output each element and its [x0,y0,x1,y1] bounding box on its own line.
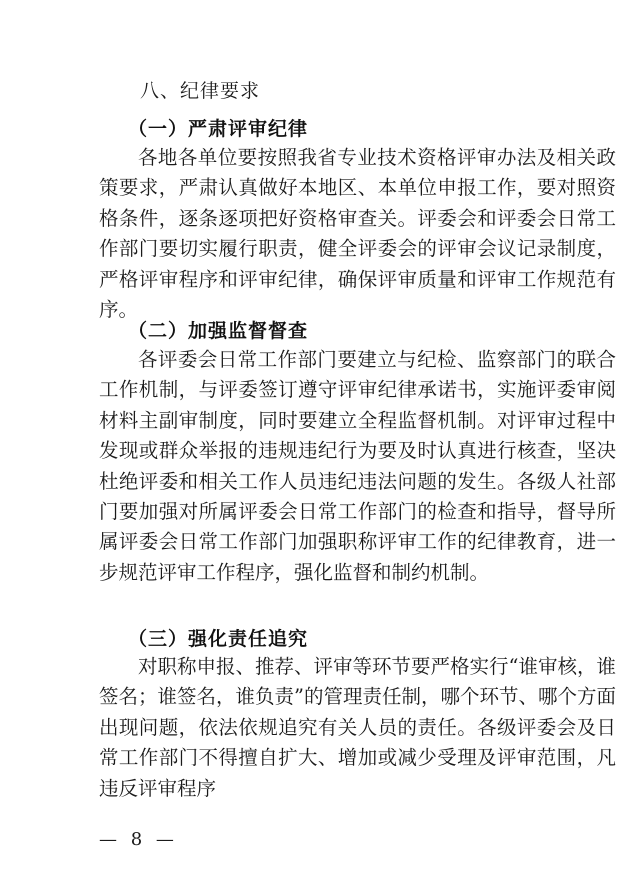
subsection-heading-2: （二）加强监督督查 [128,320,309,342]
subsection-body-2: 各评委会日常工作部门要建立与纪检、监察部门的联合工作机制，与评委签订遵守评审纪律承诺书，实施评委审阅材料主副审制度，同时要建立全程监督机制。对评审过程中发现或群众举报的违规违纪行为要及时认真进行核查，坚决杜绝评委和相关工作人员违纪违法问题的发生。各级人社部门要加强对所属评委会日常工作部门的检查和指导，督导所属评委会日常工作部门加强职称评审工作的纪律教育，进一步规范评审工作程序，强化监督和制约机制。 [99,348,616,584]
subsection-body-1: 各地各单位要按照我省专业技术资格评审办法及相关政策要求，严肃认真做好本地区、本单位申报工作，要对照资格条件，逐条逐项把好资格审查关。评委会和评委会日常工作部门要切实履行职责，健全评委会的评审会议记录制度，严格评审程序和评审纪律，确保评审质量和评审工作规范有序。 [99,146,616,322]
section-title: 八、纪律要求 [140,80,261,102]
subsection-body-3: 对职称申报、推荐、评审等环节要严格实行“谁审核，谁签名；谁签名，谁负责”的管理责任制，哪个环节、哪个方面出现问题，依法依规追究有关人员的责任。各级评委会及日常工作部门不得擅自扩大、增加或减少受理及评审范围，凡违反评审程序 [99,655,616,800]
subsection-heading-3: （三）强化责任追究 [128,628,309,650]
page-number: — 8 — [99,829,178,850]
subsection-heading-1: （一）严肃评审纪律 [128,118,309,140]
